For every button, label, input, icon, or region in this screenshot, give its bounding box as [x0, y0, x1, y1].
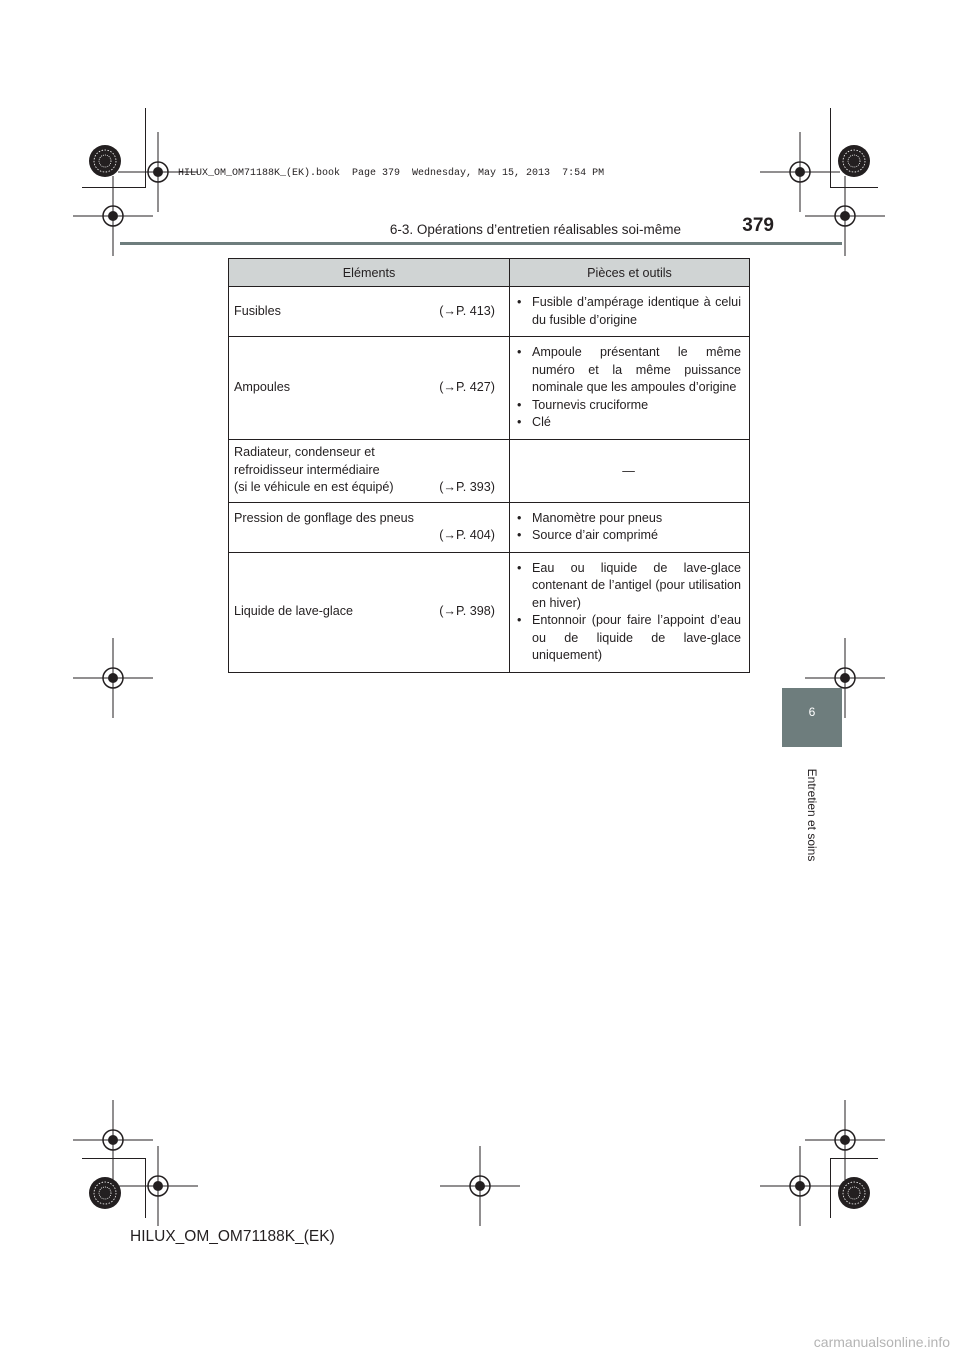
item-name: Ampoules [234, 380, 291, 394]
page-number: 379 [742, 215, 774, 236]
tools-cell [510, 502, 750, 552]
item-name: (si le véhicule en est équipé) [234, 480, 394, 495]
maintenance-table [228, 258, 750, 673]
item-cell [229, 552, 510, 672]
section-title: 6-3. Opérations d’entretien réalisables soi-même [389, 222, 681, 237]
page-reference: (→P. 398) [439, 604, 495, 619]
list-item: • Entonnoir (pour faire l’appoint d’eau ou de liquide de lave-glace uniquement) [517, 613, 741, 662]
page-reference: (→P. 427) [439, 380, 495, 394]
header-rule [120, 242, 842, 245]
item-name: Pression de gonflage des pneus [234, 510, 414, 525]
list-item: • Clé [517, 415, 551, 429]
list-item: • Eau ou liquide de lave-glace contenant de l’antigel (pour utilisation en hiver) [517, 560, 741, 610]
item-cell [229, 287, 510, 337]
list-item: • Tournevis cruciforme [517, 397, 649, 412]
chapter-label: Entretien et soins [805, 768, 819, 862]
item-cell [229, 502, 510, 552]
list-item: • Fusible d’ampérage identique à celui du fusible d’origine [517, 295, 741, 327]
no-tools-dash: — [622, 463, 635, 478]
table-row [229, 337, 750, 440]
list-item: • Manomètre pour pneus [517, 510, 663, 525]
tools-cell [510, 337, 750, 440]
table-row [229, 502, 750, 552]
item-name: refroidisseur intermédiaire [234, 462, 380, 477]
column-header: Eléments [229, 259, 510, 287]
item-name: Fusibles [234, 303, 281, 318]
item-cell [229, 439, 510, 502]
table-header-row [229, 259, 750, 287]
list-item: • Ampoule présentant le même numéro et la même puissance nominale que les ampoules d’origine [517, 345, 741, 394]
watermark: carmanualsonline.info [813, 1334, 950, 1350]
item-name: Radiateur, condenseur et [234, 445, 375, 460]
book-info-line: HILUX_OM_OM71188K_(EK).book Page 379 Wednesday, May 15, 2013 7:54 PM [178, 168, 605, 179]
column-header: Pièces et outils [510, 259, 750, 287]
tools-cell [510, 552, 750, 672]
chapter-tab [782, 688, 842, 747]
list-item: • Source d’air comprimé [517, 528, 658, 542]
item-name: Liquide de lave-glace [234, 604, 354, 619]
page-reference: (→P. 413) [439, 303, 495, 318]
tools-cell [510, 439, 750, 502]
page-reference: (→P. 393) [439, 480, 495, 495]
table-row [229, 287, 750, 337]
item-cell [229, 337, 510, 440]
page-reference: (→P. 404) [439, 528, 495, 542]
chapter-number: 6 [808, 705, 816, 719]
table-row [229, 552, 750, 672]
manual-code: HILUX_OM_OM71188K_(EK) [130, 1228, 335, 1245]
table-row [229, 439, 750, 502]
tools-cell [510, 287, 750, 337]
